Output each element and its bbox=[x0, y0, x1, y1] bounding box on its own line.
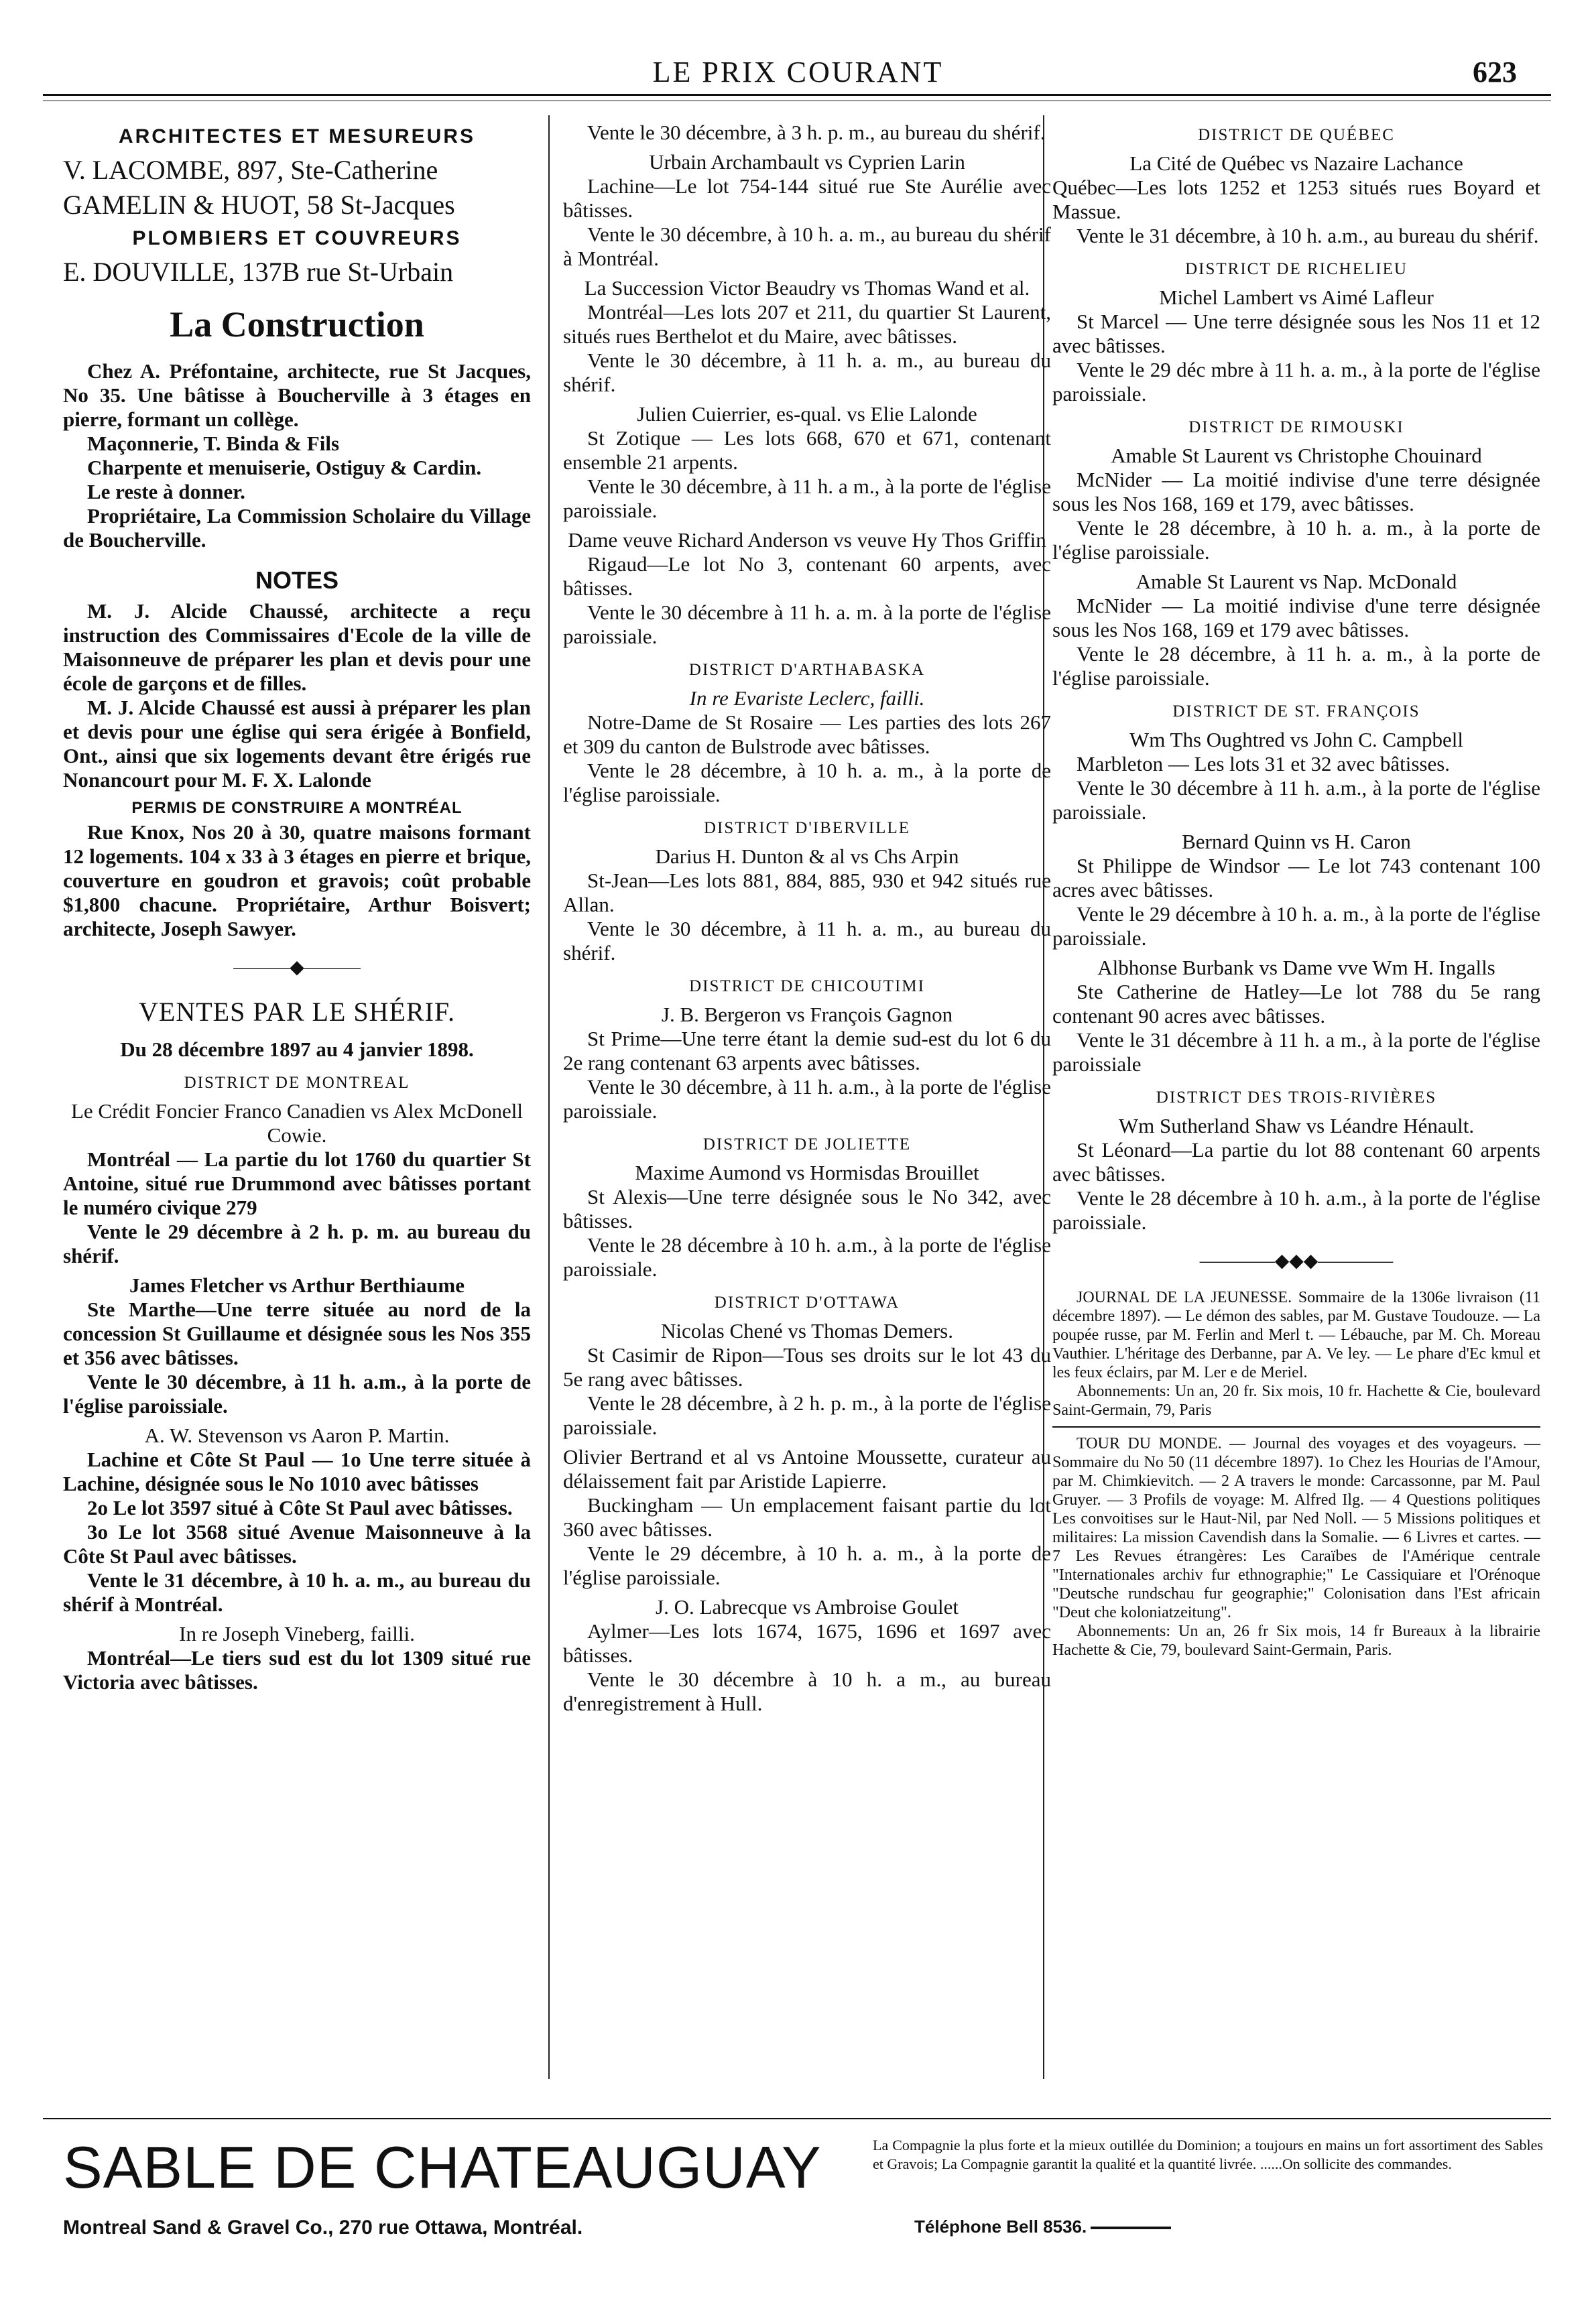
ornament-divider: ———◆——— bbox=[233, 957, 361, 978]
business-listing: V. LACOMBE, 897, Ste-Catherine bbox=[63, 155, 438, 185]
case-body: Rigaud—Le lot No 3, contenant 60 arpents, avec bâtisses. bbox=[563, 552, 1051, 600]
case-body: Marbleton — Les lots 31 et 32 avec bâtisses. bbox=[1077, 752, 1451, 775]
district-heading: DISTRICT D'IBERVILLE bbox=[704, 819, 910, 837]
case-body: McNider — La moitié indivise d'une terre désignée sous les Nos 168, 169 et 179 avec bâtisses. bbox=[1052, 594, 1540, 641]
case-sale: Vente le 30 décembre, à 11 h. a. m., au bureau du shérif. bbox=[563, 349, 1051, 396]
district-heading: DISTRICT DE MONTREAL bbox=[184, 1074, 410, 1092]
journal-title: LE PRIX COURANT bbox=[652, 56, 944, 88]
telephone-label: Téléphone Bell 8536. bbox=[914, 2216, 1087, 2237]
case-body: 2o Le lot 3597 situé à Côte St Paul avec bâtisses. bbox=[87, 1496, 513, 1519]
district-heading: DISTRICT D'OTTAWA bbox=[714, 1294, 900, 1312]
paragraph: Charpente et menuiserie, Ostiguy & Cardin. bbox=[87, 456, 482, 479]
case-sale: Vente le 29 décembre, à 10 h. a. m., à la porte de l'église paroissiale. bbox=[563, 1542, 1051, 1589]
case-heading: Le Crédit Foncier Franco Canadien vs Alex McDonell Cowie. bbox=[70, 1099, 524, 1147]
case-heading: La Succession Victor Beaudry vs Thomas Wand et al. bbox=[584, 276, 1030, 300]
case-heading: Dame veuve Richard Anderson vs veuve Hy Thos Griffin bbox=[568, 528, 1046, 552]
journal-notice bbox=[1052, 1288, 1540, 1420]
notice-text: Abonnements: Un an, 26 fr Six mois, 14 fr Bureaux à la librairie Hachette & Cie, 79, boulevard Saint-Germain, Paris. bbox=[1052, 1623, 1540, 1659]
section-heading: ARCHITECTES ET MESUREURS bbox=[118, 125, 476, 147]
footer-rule bbox=[43, 2118, 1551, 2119]
sand-advertisement bbox=[63, 2128, 1543, 2262]
page-number: 623 bbox=[1473, 56, 1517, 88]
paragraph: M. J. Alcide Chaussé est aussi à préparer les plan et devis pour une église qui sera érigée à Bonfield, Ont., ainsi que six logements devant être érigés rue Nonancourt pour M. F. X. Lalonde bbox=[63, 696, 531, 792]
case-heading: Wm Ths Oughtred vs John C. Campbell bbox=[1129, 728, 1463, 751]
case-body: Montréal—Le tiers sud est du lot 1309 situé rue Victoria avec bâtisses. bbox=[63, 1646, 531, 1694]
case-sale: Vente le 30 décembre à 11 h. a. m. à la porte de l'église paroissiale. bbox=[563, 601, 1051, 648]
case-sale: Vente le 31 décembre à 11 h. a m., à la porte de l'église paroissiale bbox=[1052, 1028, 1540, 1076]
paragraph: Maçonnerie, T. Binda & Fils bbox=[87, 432, 340, 455]
business-listing: GAMELIN & HUOT, 58 St-Jacques bbox=[63, 190, 455, 220]
notice-text: JOURNAL DE LA JEUNESSE. Sommaire de la 1306e livraison (11 décembre 1897). — Le démon des sables, par M. Gustave Toudouze. — La poupée russe, par M. Ferlin and Merl t. — Lébauche, par M. Ch. Moreau Vauthier. L'héritage des Derbanne, par A. Ve ley. — Le phare d'Ec kmul et les feux éclairs, par M. Ler e de Meriel. bbox=[1052, 1289, 1540, 1381]
case-body: Buckingham — Un emplacement faisant partie du lot 360 avec bâtisses. bbox=[563, 1493, 1051, 1541]
case-body: Montréal—Les lots 207 et 211, du quartier St Laurent, situés rues Berthelot et du Maire, avec bâtisses. bbox=[563, 300, 1051, 348]
case-body: Ste Catherine de Hatley—Le lot 788 du 5e rang contenant 90 acres avec bâtisses. bbox=[1052, 980, 1540, 1027]
case-sale: Vente le 28 décembre, à 10 h. a. m., à la porte de l'église paroissiale. bbox=[563, 759, 1051, 806]
district-heading: DISTRICT DE ST. FRANÇOIS bbox=[1172, 702, 1420, 721]
case-sale: Vente le 28 décembre à 10 h. a.m., à la porte de l'église paroissiale. bbox=[1052, 1186, 1540, 1234]
case-body: St Léonard—La partie du lot 88 contenant 60 arpents avec bâtisses. bbox=[1052, 1138, 1540, 1186]
case-heading: La Cité de Québec vs Nazaire Lachance bbox=[1129, 151, 1463, 175]
case-body: St Alexis—Une terre désignée sous le No 342, avec bâtisses. bbox=[563, 1185, 1051, 1233]
case-sale: Vente le 28 décembre, à 10 h. a. m., à la porte de l'église paroissiale. bbox=[1052, 516, 1540, 564]
case-body: St Casimir de Ripon—Tous ses droits sur le lot 43 du 5e rang avec bâtisses. bbox=[563, 1343, 1051, 1391]
case-sale: Vente le 30 décembre, à 11 h. a m., à la porte de l'église paroissiale. bbox=[563, 475, 1051, 522]
district-heading: DISTRICT DE RICHELIEU bbox=[1185, 260, 1408, 278]
case-heading: Julien Cuierrier, es-qual. vs Elie Lalonde bbox=[637, 402, 977, 426]
case-sale: Vente le 28 décembre à 10 h. a.m., à la porte de l'église paroissiale. bbox=[563, 1233, 1051, 1281]
case-body: St Philippe de Windsor — Le lot 743 contenant 100 acres avec bâtisses. bbox=[1052, 854, 1540, 901]
case-sale: Vente le 29 déc mbre à 11 h. a. m., à la porte de l'église paroissiale. bbox=[1052, 358, 1540, 405]
case-sale: Vente le 30 décembre, à 10 h. a. m., au bureau du shérif à Montréal. bbox=[563, 223, 1051, 270]
case-heading: Bernard Quinn vs H. Caron bbox=[1182, 830, 1411, 853]
case-body: St Marcel — Une terre désignée sous les Nos 11 et 12 avec bâtisses. bbox=[1052, 310, 1540, 357]
ad-address: Montreal Sand & Gravel Co., 270 rue Ottawa, Montréal. bbox=[63, 2216, 583, 2239]
business-listing: E. DOUVILLE, 137B rue St-Urbain bbox=[63, 257, 454, 287]
section-heading: PLOMBIERS ET COUVREURS bbox=[132, 227, 462, 249]
case-body: St Prime—Une terre étant la demie sud-est du lot 6 du 2e rang contenant 63 arpents avec bâtisses. bbox=[563, 1027, 1051, 1074]
notice-rule bbox=[1052, 1426, 1540, 1428]
notice-text: Abonnements: Un an, 20 fr. Six mois, 10 fr. Hachette & Cie, boulevard Saint-Germain, 79, Paris bbox=[1052, 1383, 1540, 1419]
column-divider-1 bbox=[548, 115, 550, 2079]
district-heading: DISTRICT DE RIMOUSKI bbox=[1188, 418, 1404, 436]
case-heading: In re Joseph Vineberg, failli. bbox=[179, 1622, 415, 1645]
notice-text: TOUR DU MONDE. — Journal des voyages et des voyageurs. — Sommaire du No 50 (11 décembre 1897). 1o Chez les Hourias de l'Amour, par M. Chimkievitch. — 2 A travers le monde: Carcassonne, par M. Paul Gruyer. — 3 Profils de voyage: M. Alfred Ilg. — 4 Questions politiques Les convoitises sur le Haut-Nil, par Ned Noll. — 5 Missions politiques et militaires: La mission Cavendish dans la Somalie. — 6 Livres et cartes. — 7 Les Revues étrangères: Les Caraïbes de l'Amérique centrale "Internationales archiv fur ethnographie;" Le Cassiquiare et l'Orénoque "Deutsche rundschau fur geographie;" Colonisation dans l'Est africain "Deut che koloniatzeitung". bbox=[1052, 1435, 1540, 1621]
case-heading: Amable St Laurent vs Nap. McDonald bbox=[1135, 570, 1457, 593]
paragraph: Le reste à donner. bbox=[87, 480, 245, 503]
column-2 bbox=[563, 121, 1051, 1716]
section-title: La Construction bbox=[170, 304, 424, 345]
paragraph: Propriétaire, La Commission Scholaire du Village de Boucherville. bbox=[63, 504, 531, 552]
case-heading: Michel Lambert vs Aimé Lafleur bbox=[1159, 286, 1434, 309]
case-heading: J. O. Labrecque vs Ambroise Goulet bbox=[656, 1595, 959, 1619]
date-range: Du 28 décembre 1897 au 4 janvier 1898. bbox=[120, 1038, 474, 1061]
case-sale: Vente le 28 décembre, à 2 h. p. m., à la porte de l'église paroissiale. bbox=[563, 1391, 1051, 1439]
case-sale: Vente le 30 décembre, à 11 h. a.m., à la porte de l'église paroissiale. bbox=[63, 1370, 531, 1418]
tour-notice bbox=[1052, 1434, 1540, 1660]
case-heading: Olivier Bertrand et al vs Antoine Moussette, curateur au délaissement fait par Aristide Lapierre. bbox=[563, 1445, 1051, 1493]
case-sale: Vente le 30 décembre, à 11 h. a.m., à la porte de l'église paroissiale. bbox=[563, 1075, 1051, 1123]
section-title: NOTES bbox=[255, 566, 339, 594]
section-title: VENTES PAR LE SHÉRIF. bbox=[139, 997, 455, 1027]
case-heading: Amable St Laurent vs Christophe Chouinard bbox=[1111, 444, 1482, 467]
column-1 bbox=[63, 121, 531, 1694]
paragraph: Chez A. Préfontaine, architecte, rue St Jacques, No 35. Une bâtisse à Boucherville à 3 étages en pierre, formant un collège. bbox=[63, 359, 531, 431]
header-rule bbox=[43, 94, 1551, 96]
case-sale: Vente le 31 décembre, à 10 h. a.m., au bureau du shérif. bbox=[1077, 224, 1539, 247]
case-body: Notre-Dame de St Rosaire — Les parties des lots 267 et 309 du canton de Bulstrode avec bâtisses. bbox=[563, 710, 1051, 758]
case-body: Aylmer—Les lots 1674, 1675, 1696 et 1697 avec bâtisses. bbox=[563, 1619, 1051, 1667]
case-body: St-Jean—Les lots 881, 884, 885, 930 et 942 situés rue Allan. bbox=[563, 869, 1051, 916]
case-body: Ste Marthe—Une terre située au nord de la concession St Guillaume et désignée sous les Nos 355 et 356 avec bâtisses. bbox=[63, 1298, 531, 1369]
district-heading: DISTRICT D'ARTHABASKA bbox=[688, 661, 926, 679]
case-heading: James Fletcher vs Arthur Berthiaume bbox=[129, 1273, 465, 1297]
district-heading: DISTRICT DES TROIS-RIVIÈRES bbox=[1156, 1088, 1437, 1107]
case-heading: In re Evariste Leclerc, failli. bbox=[689, 686, 925, 710]
ad-telephone bbox=[914, 2216, 1171, 2237]
arrow-decoration bbox=[1091, 2227, 1171, 2229]
paragraph: M. J. Alcide Chaussé, architecte a reçu instruction des Commissaires d'Ecole de la ville de Maisonneuve de préparer les plan et devis pour une école de garçons et de filles. bbox=[63, 599, 531, 695]
paragraph: Rue Knox, Nos 20 à 30, quatre maisons formant 12 logements. 104 x 33 à 3 étages en pierre et brique, couverture en goudron et gravois; coût probable $1,800 chacune. Propriétaire, Arthur Boisvert; architecte, Joseph Sawyer. bbox=[63, 820, 531, 940]
case-heading: A. W. Stevenson vs Aaron P. Martin. bbox=[144, 1424, 450, 1447]
ornament-divider: ————◆◆◆———— bbox=[1199, 1251, 1394, 1271]
ad-description: La Compagnie la plus forte et la mieux outillée du Dominion; a toujours en mains un fort assortiment des Sables et Gravois; La Compagnie garantit la qualité et la quantité livrée. ......On sollicite des commandes. bbox=[873, 2137, 1543, 2172]
case-body: 3o Le lot 3568 situé Avenue Maisonneuve à la Côte St Paul avec bâtisses. bbox=[63, 1520, 531, 1568]
district-heading: DISTRICT DE QUÉBEC bbox=[1198, 126, 1395, 144]
case-body: Montréal — La partie du lot 1760 du quartier St Antoine, situé rue Drummond avec bâtisses portant le numéro civique 279 bbox=[63, 1147, 531, 1219]
case-sale: Vente le 31 décembre, à 10 h. a. m., au bureau du shérif à Montréal. bbox=[63, 1568, 531, 1616]
section-heading: PERMIS DE CONSTRUIRE A MONTRÉAL bbox=[131, 799, 463, 817]
case-sale: Vente le 28 décembre, à 11 h. a. m., à la porte de l'église paroissiale. bbox=[1052, 642, 1540, 690]
case-body: McNider — La moitié indivise d'une terre désignée sous les Nos 168, 169 et 179, avec bâtisses. bbox=[1052, 468, 1540, 515]
case-heading: Wm Sutherland Shaw vs Léandre Hénault. bbox=[1118, 1114, 1475, 1137]
case-body: Québec—Les lots 1252 et 1253 situés rues Boyard et Massue. bbox=[1052, 176, 1540, 223]
case-sale: Vente le 30 décembre, à 3 h. p. m., au bureau du shérif. bbox=[587, 121, 1046, 144]
case-sale: Vente le 29 décembre à 10 h. a. m., à la porte de l'église paroissiale. bbox=[1052, 902, 1540, 950]
case-heading: Urbain Archambault vs Cyprien Larin bbox=[649, 150, 965, 174]
column-3 bbox=[1052, 121, 1540, 1660]
district-heading: DISTRICT DE CHICOUTIMI bbox=[689, 977, 925, 995]
district-heading: DISTRICT DE JOLIETTE bbox=[702, 1135, 912, 1153]
case-heading: J. B. Bergeron vs François Gagnon bbox=[661, 1003, 953, 1026]
case-body: Lachine et Côte St Paul — 1o Une terre située à Lachine, désignée sous le No 1010 avec bâtisses bbox=[63, 1448, 531, 1495]
case-sale: Vente le 30 décembre à 11 h. a.m., à la porte de l'église paroissiale. bbox=[1052, 776, 1540, 824]
case-heading: Maxime Aumond vs Hormisdas Brouillet bbox=[635, 1161, 979, 1184]
case-heading: Darius H. Dunton & al vs Chs Arpin bbox=[655, 845, 959, 868]
ad-brand: SABLE DE CHATEAUGUAY bbox=[63, 2134, 822, 2200]
case-body: St Zotique — Les lots 668, 670 et 671, contenant ensemble 21 arpents. bbox=[563, 426, 1051, 474]
case-sale: Vente le 29 décembre à 2 h. p. m. au bureau du shérif. bbox=[63, 1220, 531, 1267]
case-body: Lachine—Le lot 754-144 situé rue Ste Aurélie avec bâtisses. bbox=[563, 174, 1051, 222]
case-heading: Albhonse Burbank vs Dame vve Wm H. Ingalls bbox=[1097, 956, 1495, 979]
case-sale: Vente le 30 décembre, à 11 h. a. m., au bureau du shérif. bbox=[563, 917, 1051, 964]
case-sale: Vente le 30 décembre à 10 h. a m., au bureau d'enregistrement à Hull. bbox=[563, 1668, 1051, 1715]
case-heading: Nicolas Chené vs Thomas Demers. bbox=[661, 1319, 953, 1342]
